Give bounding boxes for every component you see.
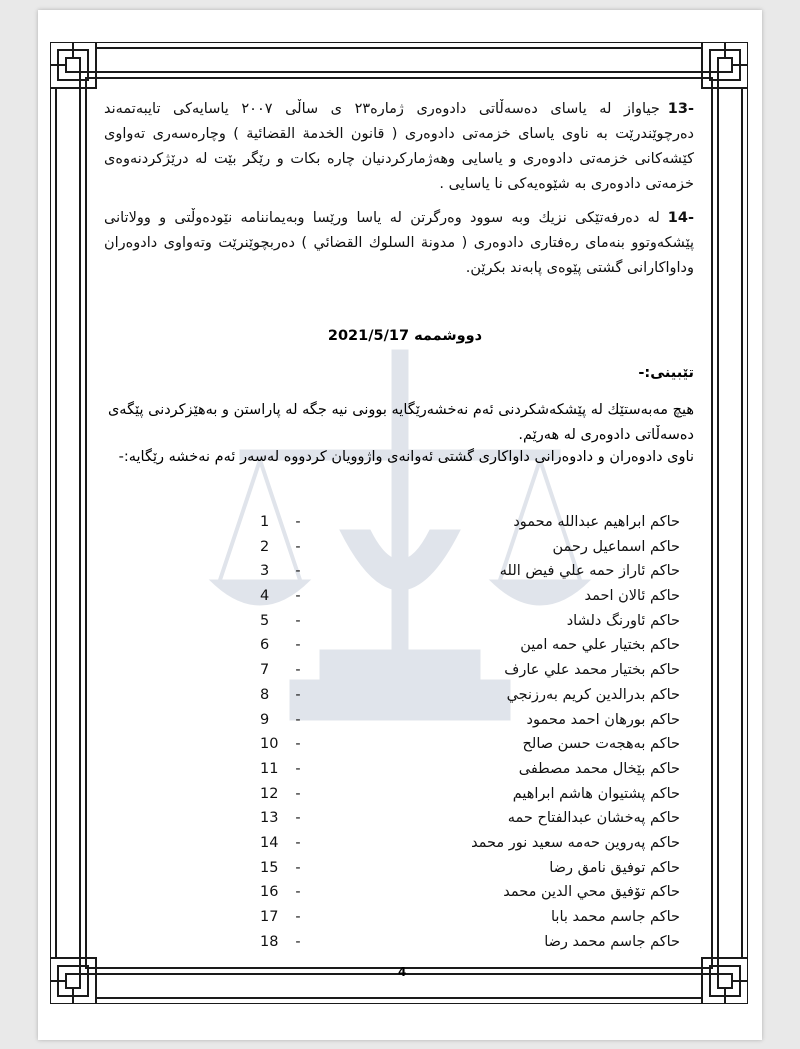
list-item — [260, 559, 680, 584]
list-dash: - — [295, 662, 301, 679]
judge-number: 3 — [260, 563, 270, 580]
list-dash: - — [295, 637, 301, 654]
list-dash: - — [295, 563, 301, 580]
list-item — [260, 658, 680, 683]
judge-number: 4 — [260, 588, 270, 605]
paragraph-number: -13 — [667, 101, 695, 117]
list-dash: - — [295, 884, 301, 901]
judge-name: حاکم پشتيوان هاشم ابراهيم — [512, 785, 680, 802]
list-dash: - — [295, 909, 301, 925]
judge-number: 16 — [260, 884, 279, 901]
judge-name: حاکم بختيار محمد علي عارف — [504, 662, 680, 679]
judge-list — [260, 510, 680, 954]
list-item — [260, 782, 680, 807]
list-dash: - — [295, 785, 301, 802]
judge-name: حاکم جاسم محمد بابا — [551, 909, 680, 925]
list-dash: - — [295, 933, 301, 950]
judge-number: 14 — [260, 834, 279, 851]
judge-name: حاکم ئاراز حمە علي فيض الله — [499, 563, 680, 580]
list-item — [260, 806, 680, 831]
list-item — [260, 856, 680, 881]
list-item — [260, 535, 680, 560]
judge-number: 9 — [260, 711, 270, 728]
document-date: دووشممە 2021/5/17 — [327, 328, 483, 344]
paragraph-13 — [104, 97, 694, 197]
list-item — [260, 609, 680, 634]
judge-name: حاکم جاسم محمد رضا — [544, 933, 680, 950]
judge-number: 11 — [260, 760, 279, 777]
paragraph-14 — [104, 206, 694, 281]
list-item — [260, 880, 680, 905]
list-dash: - — [295, 588, 301, 605]
judge-number: 8 — [260, 686, 270, 703]
list-item — [260, 633, 680, 658]
judge-number: 1 — [260, 514, 270, 530]
list-item — [260, 757, 680, 782]
note-text: هیچ مەبەستێك لە پێشکەشکردنی ئەم نەخشەرێگایە بوونی نیە جگە لە پاراستن و بەهێزکردنی پێگەی دەسەڵاتی دادوەری لە هەرێم. — [107, 402, 694, 443]
judge-number: 7 — [260, 662, 270, 679]
judge-name: حاکم تۆفيق محي الدين محمد — [503, 884, 680, 901]
judge-name: حاکم بەهجەت حسن صالح — [522, 736, 680, 753]
judge-name: حاکم توفيق نامق رضا — [549, 859, 680, 876]
list-item — [260, 584, 680, 609]
list-item — [260, 930, 680, 955]
list-item — [260, 510, 680, 535]
judge-number: 18 — [260, 933, 279, 950]
judge-name: حاکم بختيار علي حمه امين — [520, 637, 680, 654]
judge-number: 15 — [260, 859, 279, 876]
list-dash: - — [295, 538, 301, 555]
list-dash: - — [295, 686, 301, 703]
judge-name: حاکم بێخال محمد مصطفى — [518, 760, 680, 777]
judge-number: 2 — [260, 538, 270, 555]
list-dash: - — [295, 711, 301, 728]
list-dash: - — [295, 736, 301, 753]
judge-name: حاکم ئاورنگ دلشاد — [566, 612, 680, 629]
judge-number: 10 — [260, 736, 279, 753]
paragraph-number: -14 — [667, 210, 694, 226]
list-dash: - — [295, 514, 301, 530]
judge-number: 5 — [260, 612, 270, 629]
page-number: 4 — [398, 965, 407, 979]
signatories-intro: ناوی دادوەران و دادوەرانی داواکاری گشتی ئەوانەی واژوویان کردووە لەسەر ئەم نەخشە رێگایە:- — [118, 449, 694, 465]
paragraph-text: لە دەرفەتێکی نزیك وبە سوود وەرگرتن لە یاسا ورێسا وبەیماننامە نێودەوڵتی و وولاتانی پێشکەوتوو بنەمای رەفتاری دادوەری ( مدونة السلوك القضائي ) دەربچوێنرێت وتەواوی دادوەران وداواکارانی گشتی پێوەی پابەند بکرێن. — [104, 210, 694, 276]
judge-number: 12 — [260, 785, 279, 802]
judge-name: حاکم پەروین حەمە سعيد نور محمد — [471, 834, 680, 851]
list-item — [260, 831, 680, 856]
note-heading: تێبینی:- — [638, 365, 694, 381]
judge-name: حاکم ابراهيم عبدالله محمود — [513, 514, 680, 530]
paragraph-text: جیاواز لە یاسای دەسەڵاتی دادوەری ژمارە٢٣ ی ساڵی ٢٠٠٧ یاسایەکی تایبەتمەند دەرچوێندرێت بە ناوی یاسای خزمەتی دادوەری ( قانون الخدمة القضائية ) وچارەسەری تەواوی کێشەکانی خزمەتی دادوەری و یاسایی وهەژمارکردنیان چارە بکات و رێگر بێت لە درێژکردنەوەی خزمەتی دادوەری بە شێوەیەکی نا یاسایی . — [104, 101, 694, 192]
judge-name: حاکم پەخشان عبدالفتاح حمە — [507, 810, 680, 827]
judge-number: 13 — [260, 810, 279, 827]
list-item — [260, 708, 680, 733]
judge-name: حاکم ئالان احمد — [584, 588, 680, 605]
list-dash: - — [295, 859, 301, 876]
list-dash: - — [295, 810, 301, 827]
list-dash: - — [295, 760, 301, 777]
judge-name: حاکم بدرالدين كريم بەرزنجي — [506, 686, 680, 703]
list-item — [260, 905, 680, 930]
judge-number: 6 — [260, 637, 270, 654]
judge-number: 17 — [260, 909, 279, 925]
judge-name: حاکم اسماعيل رحمن — [552, 538, 680, 555]
list-dash: - — [295, 834, 301, 851]
judge-name: حاکم بورهان احمد محمود — [526, 711, 680, 728]
list-item — [260, 732, 680, 757]
list-dash: - — [295, 612, 301, 629]
list-item — [260, 683, 680, 708]
